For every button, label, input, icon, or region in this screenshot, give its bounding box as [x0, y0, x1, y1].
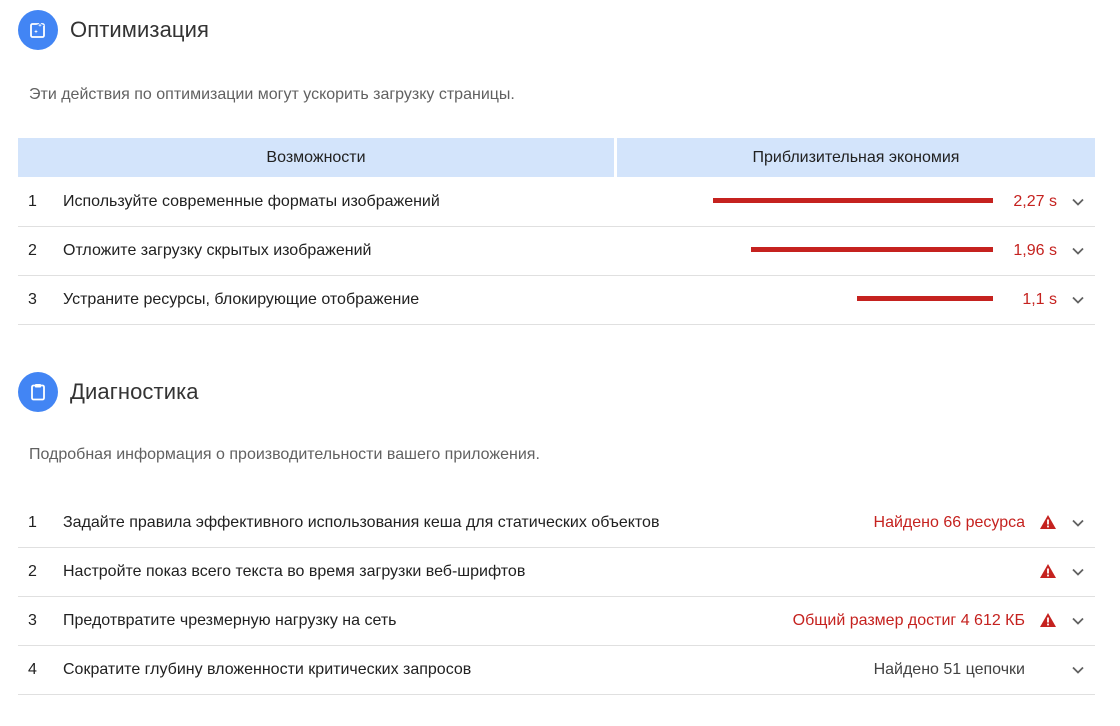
warning-triangle-icon [1039, 514, 1057, 530]
row-number: 1 [28, 514, 37, 531]
chevron-down-icon[interactable] [1071, 294, 1085, 306]
opportunity-title: Используйте современные форматы изображений [63, 193, 440, 210]
diagnostic-row[interactable] [18, 499, 1095, 548]
diagnostic-value: Общий размер достиг 4 612 КБ [792, 612, 1025, 629]
savings-bar [713, 198, 993, 203]
optimization-title: Оптимизация [70, 17, 210, 42]
savings-bar [857, 296, 993, 301]
chevron-down-icon[interactable] [1071, 566, 1085, 578]
row-number: 3 [28, 612, 37, 629]
column-opportunity: Возможности [18, 138, 614, 177]
diagnostics-header [18, 372, 199, 412]
chevron-down-icon[interactable] [1071, 517, 1085, 529]
opportunity-title: Отложите загрузку скрытых изображений [63, 242, 372, 259]
opportunity-row[interactable] [18, 276, 1095, 325]
diagnostic-value: Найдено 66 ресурса [873, 514, 1025, 531]
row-number: 4 [28, 661, 37, 678]
opportunity-row[interactable] [18, 227, 1095, 276]
opportunity-table-header [18, 138, 1095, 177]
optimization-description: Эти действия по оптимизации могут ускорить загрузку страницы. [29, 86, 515, 103]
chevron-down-icon[interactable] [1071, 245, 1085, 257]
warning-triangle-icon [1039, 612, 1057, 628]
savings-value: 1,1 s [1022, 291, 1057, 308]
diagnostic-value: Найдено 51 цепочки [873, 661, 1025, 678]
diagnostic-row[interactable] [18, 597, 1095, 646]
clipboard-icon [18, 372, 58, 412]
chevron-down-icon[interactable] [1071, 615, 1085, 627]
diagnostic-title: Настройте показ всего текста во время загрузки веб-шрифтов [63, 563, 526, 580]
diagnostic-title: Задайте правила эффективного использования кеша для статических объектов [63, 514, 660, 531]
savings-value: 1,96 s [1013, 242, 1057, 259]
sparkle-document-icon [18, 10, 58, 50]
chevron-down-icon[interactable] [1071, 196, 1085, 208]
chevron-down-icon[interactable] [1071, 664, 1085, 676]
savings-bar [751, 247, 993, 252]
row-number: 1 [28, 193, 37, 210]
savings-value: 2,27 s [1013, 193, 1057, 210]
column-savings: Приблизительная экономия [617, 138, 1095, 177]
diagnostics-title: Диагностика [70, 379, 199, 404]
diagnostics-description: Подробная информация о производительности вашего приложения. [29, 446, 540, 463]
diagnostic-title: Предотвратите чрезмерную нагрузку на сеть [63, 612, 397, 629]
warning-triangle-icon [1039, 563, 1057, 579]
optimization-header [18, 10, 209, 50]
opportunity-title: Устраните ресурсы, блокирующие отображение [63, 291, 420, 308]
opportunity-row[interactable] [18, 178, 1095, 227]
diagnostic-title: Сократите глубину вложенности критических запросов [63, 661, 472, 678]
row-number: 3 [28, 291, 37, 308]
diagnostic-row[interactable] [18, 646, 1095, 695]
diagnostic-row[interactable] [18, 548, 1095, 597]
row-number: 2 [28, 242, 37, 259]
row-number: 2 [28, 563, 37, 580]
